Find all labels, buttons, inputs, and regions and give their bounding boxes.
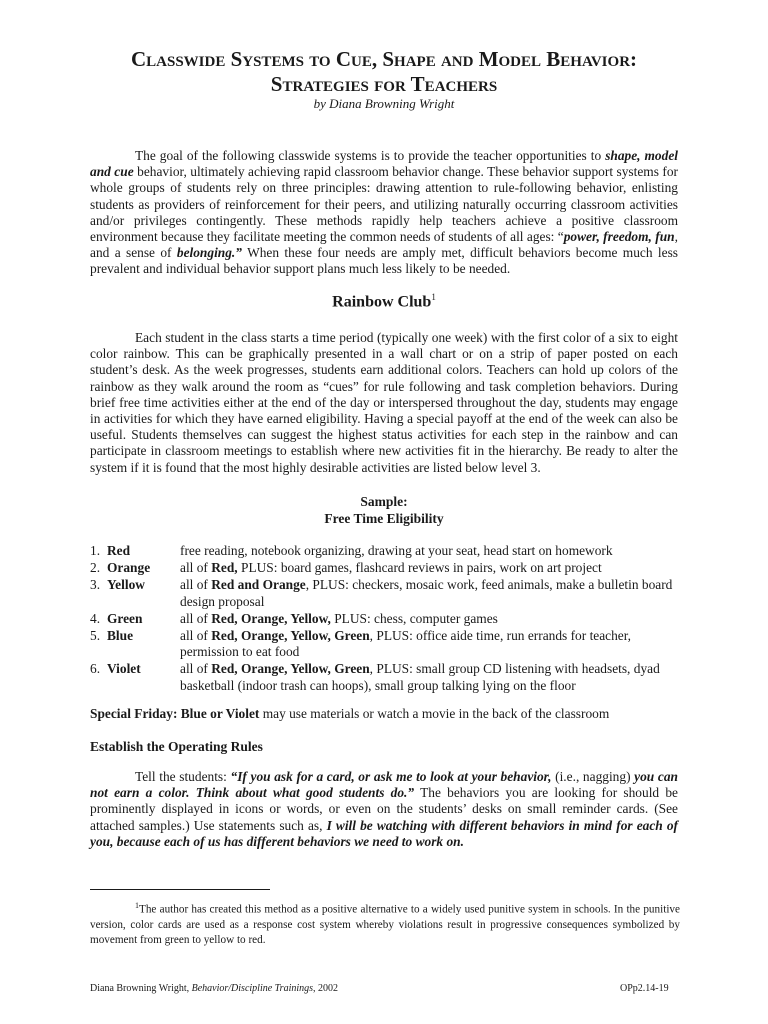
rainbow-club-paragraph: Each student in the class starts a time period (typically one week) with the first color of a six to eight color rainbow. This can be graphically presented in a wall chart or on a strip of paper posted on each student’s desk. As the week progresses, students earn additional colors. Teachers can hold up colors of the rainbow as they walk around the room as “cues” for rule following and task completion behaviors. During brief free time activities either at the end of the day or interspersed throughout the day, students may engage in activities for which they have earned eligibility. Having a special payoff at the end of the week can also be useful. Students themselves can suggest the highest status activities for each step in the rainbow and can participate in classroom meetings to establish where new activities fit in the hierarchy. Be ready to alter the system if it is found that the most highly desirable activities are listed below level 3. — [90, 330, 678, 475]
page-code: OPp2.14-19 — [620, 983, 669, 994]
operating-rules-paragraph: Tell the students: “If you ask for a card, or ask me to look at your behavior, (i.e., nagging) you can not earn a color. Think about what good students do.” The behaviors you are looking for should be prominently displayed in icons or words, or even on the students’ desks on small reminder cards. (See attached samples.) Use statements such as, I will be watching with different behaviors in mind for each of you, because each of us has different behaviors we need to work on. — [90, 769, 679, 849]
author-byline: by Diana Browning Wright — [313, 96, 455, 111]
document-title-line-2: Strategies for Teachers — [270, 72, 498, 96]
footnote-divider — [90, 889, 270, 890]
intro-paragraph: The goal of the following classwide systems is to provide the teacher opportunities to shape, model and cue behavior, ultimately achieving rapid classroom behavior change. These behavior support systems for whole groups of students rely on three principles: drawing attention to rule-following behavior, enlisting students as providers of reinforcement for their peers, and utilizing naturally occurring classroom activities and/or privileges contingently. These methods rapidly help teachers achieve a positive classroom environment because they facilitate meeting the common needs of students of all ages: “power, freedom, fun, and a sense of belonging.” When these four needs are amply met, difficult behaviors become much less prevalent and individual behavior support plans much less likely to be needed. — [90, 148, 678, 277]
operating-rules-heading: Establish the Operating Rules — [90, 739, 263, 754]
list-item: 5. Blue all of Red, Orange, Yellow, Green, PLUS: office aide time, run errands for teacher, permission to eat food — [90, 628, 632, 660]
footnote-marker: 1 — [431, 292, 436, 302]
list-item: 6. Violet all of Red, Orange, Yellow, Green, PLUS: small group CD listening with headsets, dyad basketball (indoor trash can hoops), small group talking lying on the floor — [90, 661, 660, 693]
sample-heading: Sample: — [360, 494, 408, 509]
sample-subheading: Free Time Eligibility — [324, 511, 444, 526]
document-title-line-1: Classwide Systems to Cue, Shape and Model Behavior: — [130, 47, 638, 71]
footnote: $^1$The author has created this method as a positive alternative to a widely used punitive system in schools. In the punitive version, color cards are used as a response cost system whereby violations result in progressive consequences symbolized by movement from green to yellow to red. — [90, 901, 680, 946]
list-item: 4. Green all of Red, Orange, Yellow, PLUS: chess, computer games — [90, 610, 498, 626]
list-item: 3. Yellow all of Red and Orange, PLUS: checkers, mosaic work, feed animals, make a bulletin board design proposal — [90, 577, 673, 609]
rainbow-club-heading: Rainbow Club$^1$ — [332, 292, 436, 311]
list-item: 1. Red free reading, notebook organizing, drawing at your seat, head start on homework — [90, 543, 613, 558]
free-time-eligibility-list — [90, 543, 690, 695]
footer-credit: Diana Browning Wright, Behavior/Discipline Trainings, 2002 — [90, 983, 339, 994]
special-friday-note: Special Friday: Blue or Violet may use materials or watch a movie in the back of the classroom — [90, 706, 610, 721]
list-item: 2. Orange all of Red, PLUS: board games, flashcard reviews in pairs, work on art project — [90, 560, 602, 576]
